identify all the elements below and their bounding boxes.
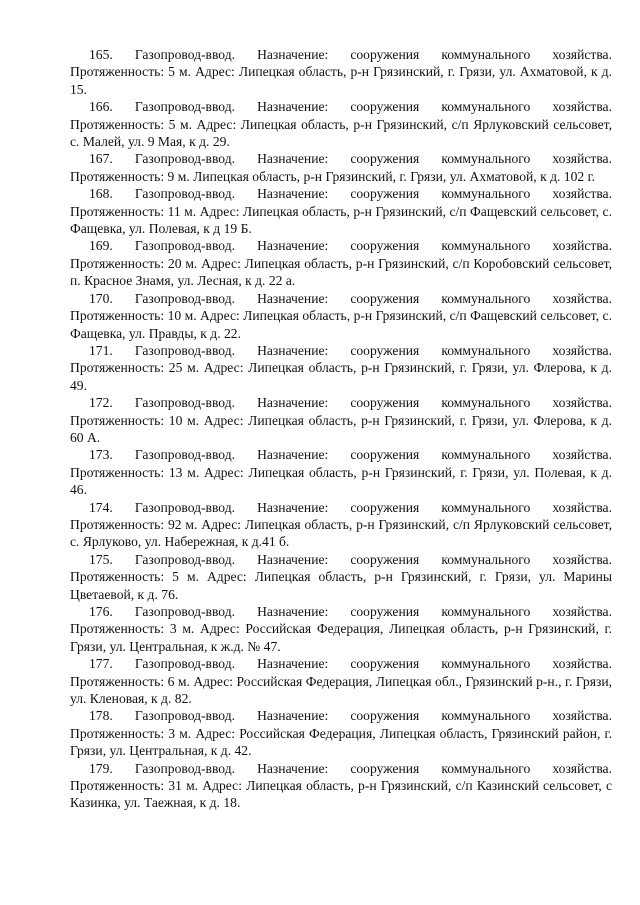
list-item-169: 169. Газопровод-ввод. Назначение: сооружения коммунального хозяйства. Протяженность: 20 м. Адрес: Липецкая область, р-н Грязинский, с/п Коробовский сельсовет, п. Красное Знамя, ул. Лесная, к д. 22 а. <box>70 238 612 289</box>
list-item-170: 170. Газопровод-ввод. Назначение: сооружения коммунального хозяйства. Протяженность: 10 м. Адрес: Липецкая область, р-н Грязинский, с/п Фащевский сельсовет, с. Фащевка, ул. Правды, к д. 22. <box>70 290 612 341</box>
document-page <box>70 46 612 812</box>
list-item-173: 173. Газопровод-ввод. Назначение: сооружения коммунального хозяйства. Протяженность: 13 м. Адрес: Липецкая область, р-н Грязинский, г. Грязи, ул. Полевая, к д. 46. <box>70 447 612 498</box>
list-item-171: 171. Газопровод-ввод. Назначение: сооружения коммунального хозяйства. Протяженность: 25 м. Адрес: Липецкая область, р-н Грязинский, г. Грязи, ул. Флерова, к д. 49. <box>70 342 612 393</box>
list-item-166: 166. Газопровод-ввод. Назначение: сооружения коммунального хозяйства. Протяженность: 5 м. Адрес: Липецкая область, р-н Грязинский, с/п Ярлуковский сельсовет, с. Малей, ул. 9 Мая, к д. 29. <box>70 99 612 150</box>
list-item-177: 177. Газопровод-ввод. Назначение: сооружения коммунального хозяйства. Протяженность: 6 м. Адрес: Российская Федерация, Липецкая обл., Грязинский р-н., г. Грязи, ул. Кленовая, к д. 82. <box>70 656 612 707</box>
list-item-176: 176. Газопровод-ввод. Назначение: сооружения коммунального хозяйства. Протяженность: 3 м. Адрес: Российская Федерация, Липецкая область, р-н Грязинский, г. Грязи, ул. Центральная, к ж.д. № 47. <box>70 604 612 654</box>
list-item-179: 179. Газопровод-ввод. Назначение: сооружения коммунального хозяйства. Протяженность: 31 м. Адрес: Липецкая область, р-н Грязинский, с/п Казинский сельсовет, с Казинка, ул. Таежная, к д. 18. <box>70 760 612 811</box>
list-item-172: 172. Газопровод-ввод. Назначение: сооружения коммунального хозяйства. Протяженность: 10 м. Адрес: Липецкая область, р-н Грязинский, г. Грязи, ул. Флерова, к д. 60 А. <box>70 395 612 445</box>
list-item-167: 167. Газопровод-ввод. Назначение: сооружения коммунального хозяйства. Протяженность: 9 м. Липецкая область, р-н Грязинский, г. Грязи, ул. Ахматовой, к д. 102 г. <box>70 151 612 184</box>
list-item-168: 168. Газопровод-ввод. Назначение: сооружения коммунального хозяйства. Протяженность: 11 м. Адрес: Липецкая область, р-н Грязинский, с/п Фащевский сельсовет, с. Фащевка, ул. Полевая, к д 19 Б. <box>70 186 612 237</box>
list-item-174: 174. Газопровод-ввод. Назначение: сооружения коммунального хозяйства. Протяженность: 92 м. Адрес: Липецкая область, р-н Грязинский, с/п Ярлуковский сельсовет, с. Ярлуково, ул. Набережная, к д.41 б. <box>70 499 612 550</box>
list-item-175: 175. Газопровод-ввод. Назначение: сооружения коммунального хозяйства. Протяженность: 5 м. Адрес: Липецкая область, р-н Грязинский, г. Грязи, ул. Марины Цветаевой, к д. 76. <box>70 551 612 602</box>
list-item-165: 165. Газопровод-ввод. Назначение: сооружения коммунального хозяйства. Протяженность: 5 м. Адрес: Липецкая область, р-н Грязинский, г. Грязи, ул. Ахматовой, к д. 15. <box>70 47 612 97</box>
list-item-178: 178. Газопровод-ввод. Назначение: сооружения коммунального хозяйства. Протяженность: 3 м. Адрес: Российская Федерация, Липецкая область, Грязинский район, г. Грязи, ул. Центральная, к д. 42. <box>70 708 612 759</box>
